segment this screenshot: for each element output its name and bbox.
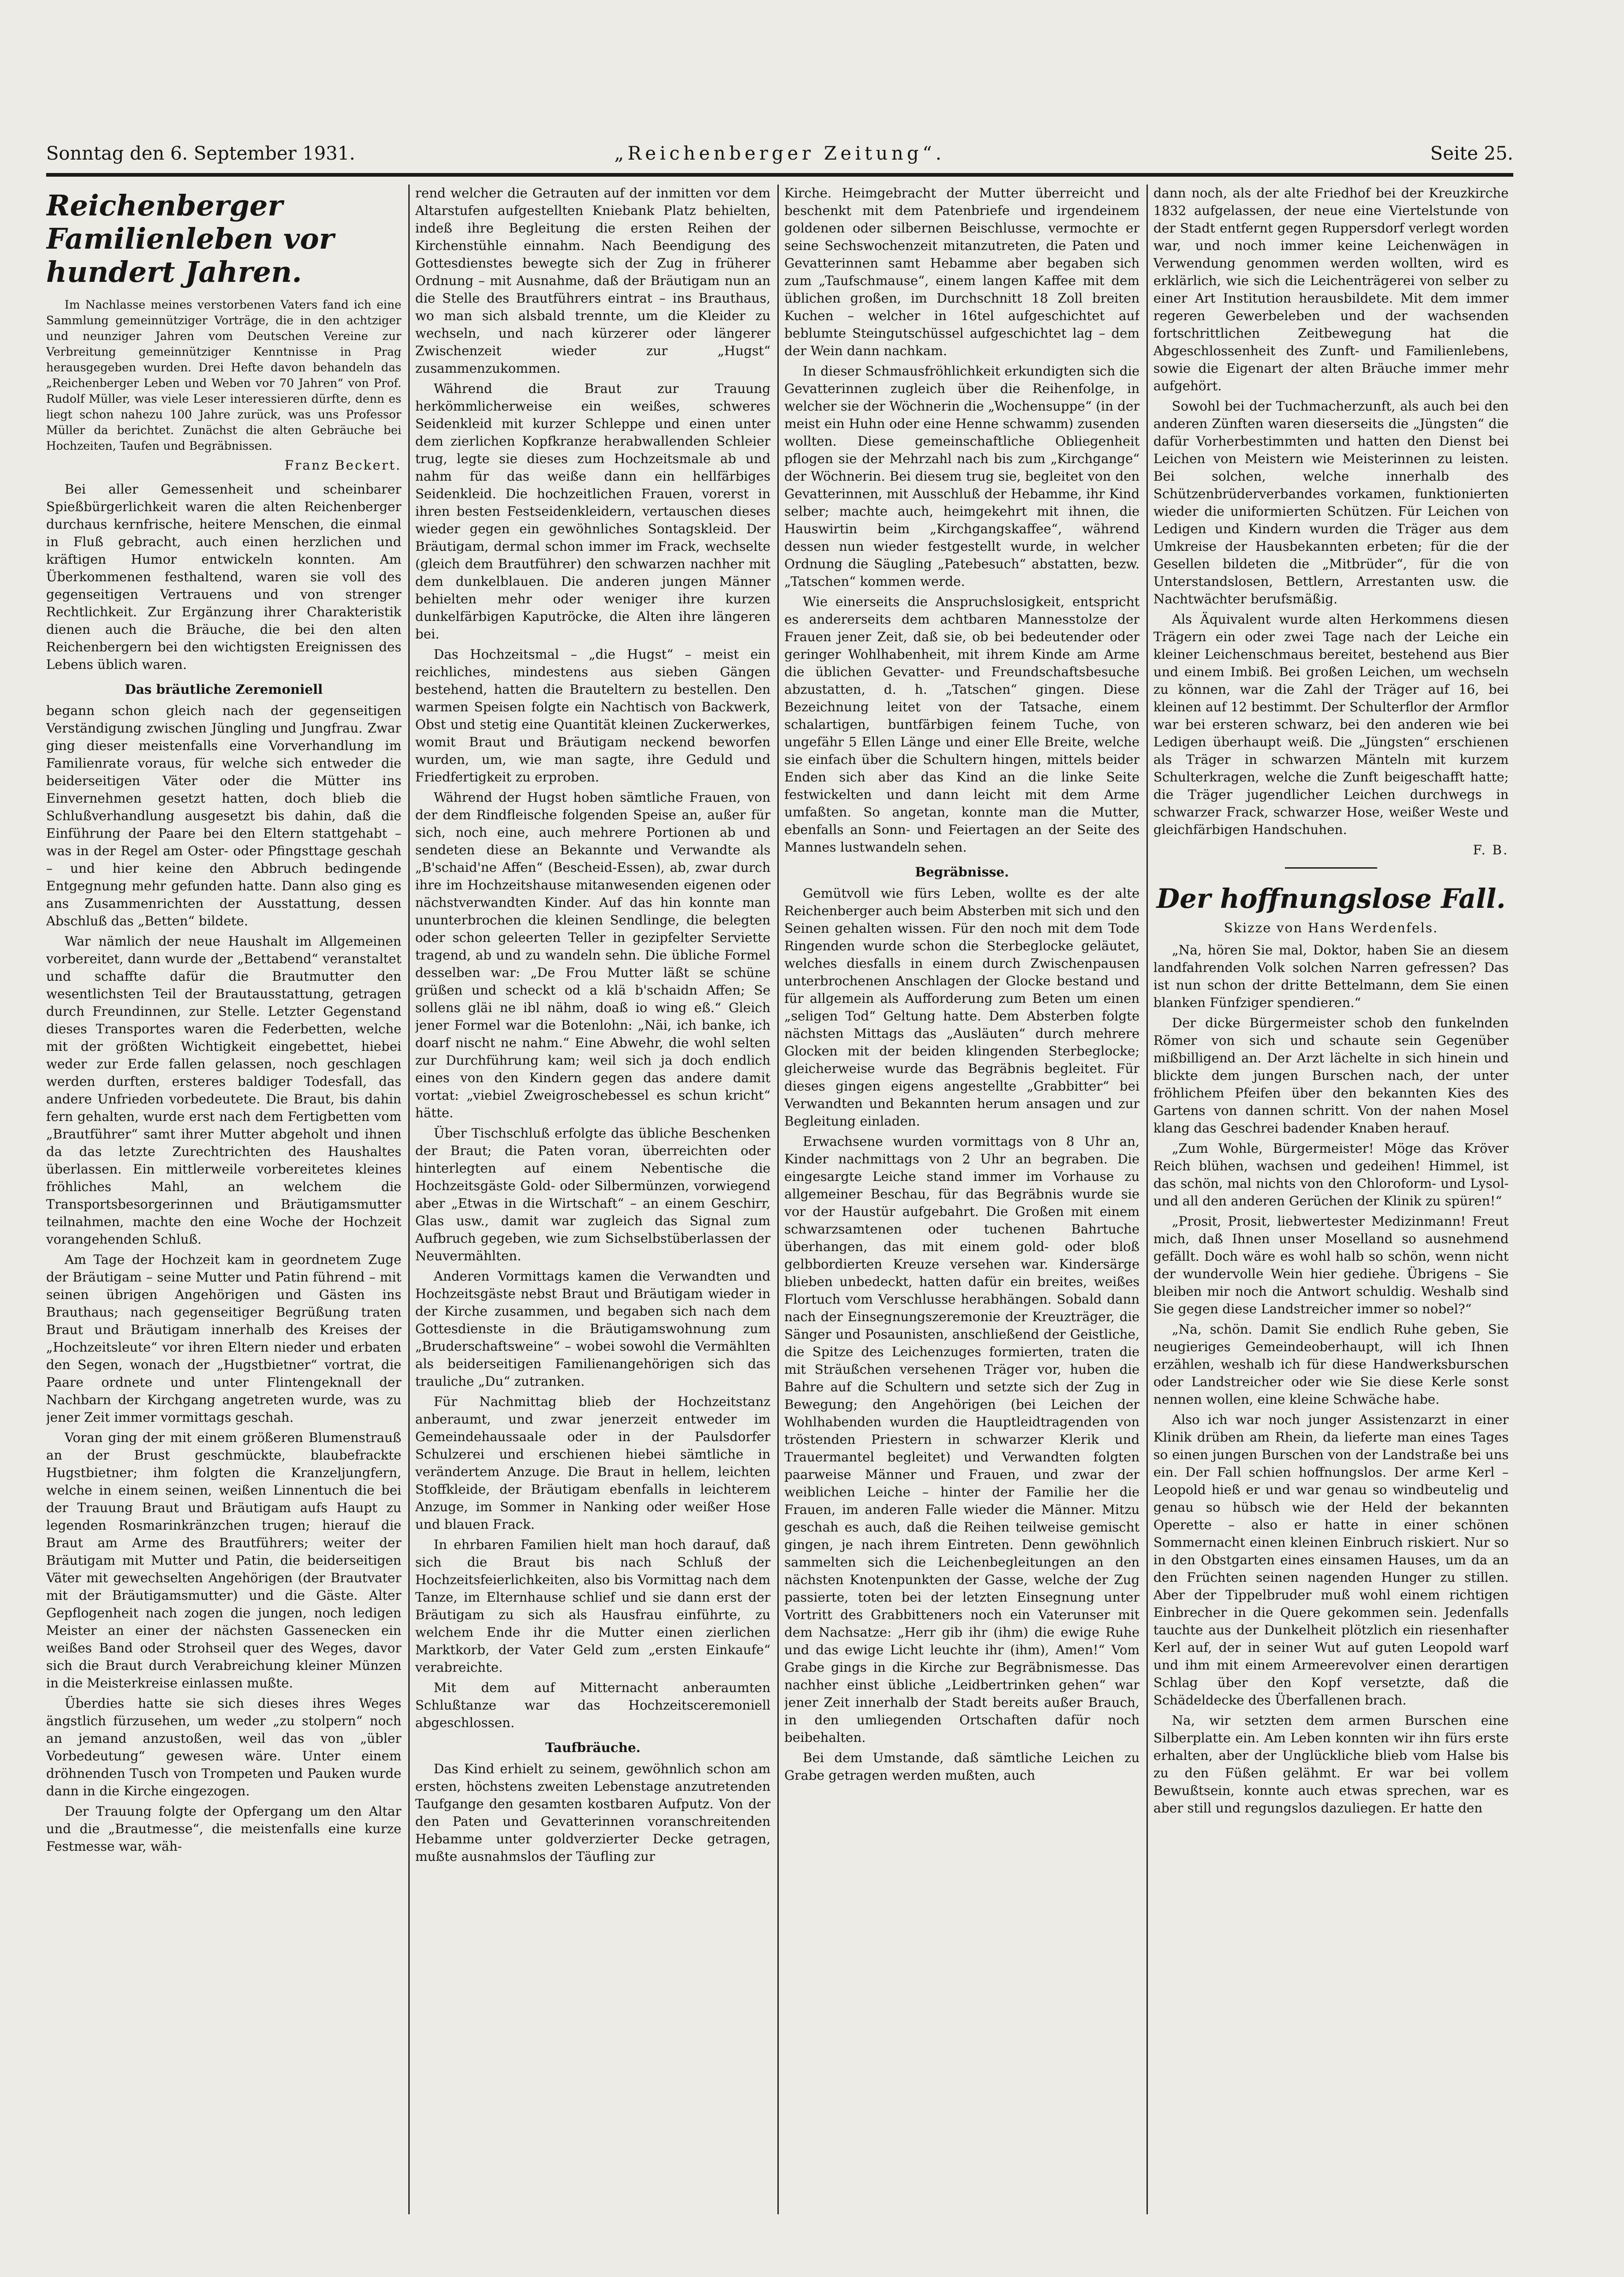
paragraph: Während der Hugst hoben sämtliche Frauen, von der dem Rindfleische folgenden Speise an, außer für sich, noch eine, auch mehrere Portionen ab und sendeten diese an Bekannte und Verwandte als „B'schaid'ne Affen“ (Bescheid-Essen), ab, zwar durch ihre im Hochzeitshause mitanwesenden eigenen oder nächstverwandten Kinder. Auf das hin konnte man ununterbrochen die kleinen Sendlinge, die belegten oder schon geleerten Teller in gezipfelter Serviette tragend, ab und zu wandeln sehn. Die übliche Formel desselben war: „De Frou Mutter läßt se schüne grüßen und scheckt od a klä b'schaidn Affen; Se sollens gläi ne ibl nähm, doaß io wing eß.“ Gleich jener Formel war die Botenlohn: „Näi, ich banke, ich doarf nischt ne nahm.“ Eine Abwehr, die wohl selten zur Durchführung kam; weil sich ja doch endlich eines von den Kindern gegen das andere damit vortat: „viebiel Zweigroschebessel es schun kricht“ hätte. <box>415 790 770 1121</box>
newspaper-page <box>46 106 1513 2228</box>
story-byline: Skizze von Hans Werdenfels. <box>1224 920 1439 936</box>
paragraph: Überdies hatte sie sich dieses ihres Weges ängstlich fürzusehen, um weder „zu stolpern“ noch an jemand anzustoßen, weil das von „übler Vorbedeutung“ gewesen wäre. Unter einem dröhnenden Tusch von Trompeten und Pauken wurde dann in die Kirche eingezogen. <box>46 1696 401 1799</box>
paragraph: In ehrbaren Familien hielt man hoch darauf, daß sich die Braut bis nach Schluß der Hochzeitsfeierlichkeiten, also bis Vormittag nach dem Tanze, im Elternhause schlief und sie dann erst der Bräutigam zu sich als Hausfrau einführte, zu welchem Ende ihr die Mutter einen zierlichen Marktkorb, der Vater Geld zum „ersten Einkaufe“ verabreichte. <box>415 1537 770 1675</box>
paragraph: „Zum Wohle, Bürgermeister! Möge das Kröver Reich blühen, wachsen und gedeihen! Himmel, ist das schön, mal nichts von den Chloroform- und Lysol-und all den anderen Gerüchen der Klinik zu spüren!“ <box>1153 1141 1509 1209</box>
paragraph: Anderen Vormittags kamen die Verwandten und Hochzeitsgäste nebst Braut und Bräutigam wieder in der Kirche zusammen, und begaben sich nach dem Gottesdienste in die Bräutigamswohnung zum „Bruderschaftsweine“ – wobei sowohl die Vermählten als beiderseitigen Familienangehörigen sich das trauliche „Du“ zutranken. <box>415 1269 770 1389</box>
paragraph: Voran ging der mit einem größeren Blumenstrauß an der Brust geschmückte, blaubefrackte Hugstbietner; ihm folgten die Kranzeljungfern, welche in einem seinen, weißen Linnentuch die bei der Trauung Braut und Bräutigam aufs Haupt zu legenden Rosmarinkränzchen trugen; hierauf die Braut am Arme des Brautführers; weiter der Bräutigam mit Mutter und Patin, die beiderseitigen Väter mit gewechselten Angehörigen (der Brautvater mit der Bräutigamsmutter) und die Gäste. Alter Gepflogenheit nach zogen die jungen, noch ledigen Meister an einer der nächsten Gassenecken ein weißes Band oder Strohseil quer des Weges, davor sich die Braut durch Verabreichung kleiner Münzen in die Meisterkreise einlassen mußte. <box>46 1430 401 1691</box>
paragraph: Als Äquivalent wurde alten Herkommens diesen Trägern ein oder zwei Tage nach der Leiche ein kleiner Leichenschmaus bereitet, bestehend aus Bier und einem Imbiß. Bei großen Leichen, um wechseln zu können, war die Zahl der Träger auf 16, bei kleinen auf 12 bestimmt. Der Schulterflor der Armflor war bei ersteren schwarz, bei den anderen wie bei Ledigen überhaupt weiß. Die „Jüngsten“ erschienen als Träger in schwarzen Mänteln mit kurzem Schulterkragen, welche die Zunft beigeschafft hatte; die Träger jugendlicher Leichen durchwegs in schwarzer Frack, schwarzer Hose, weißer Weste und gleichfärbigen Handschuhen. <box>1153 612 1509 837</box>
page-header <box>46 143 1513 175</box>
paragraph: Das Hochzeitsmal – „die Hugst“ – meist ein reichliches, mindestens aus sieben Gängen bestehend, hatten die Brauteltern zu bestellen. Den warmen Speisen folgte ein Nachtisch von Backwerk, Obst und stetig eine Quantität kleinen Zuckerwerkes, womit Braut und Bräutigam neckend beworfen wurden, um, wie man sagte, ihre Geduld und Friedfertigkeit zu erproben. <box>415 647 770 785</box>
section-heading: Das bräutliche Zeremoniell <box>125 682 323 697</box>
article-intro: Im Nachlasse meines verstorbenen Vaters fand ich eine Sammlung gemeinnütziger Vorträge, die in den achtziger und neunziger Jahren vom Deutschen Vereine zur Verbreitung gemeinnütziger Kenntnisse in Prag herausgegeben wurden. Drei Hefte davon behandeln das „Reichenberger Leben und Weben vor 70 Jahren“ von Prof. Rudolf Müller, was viele Leser interessieren dürfte, denn es liegt schon nahezu 100 Jahre zurück, was uns Professor Müller da berichtet. Zunächst die alten Gebräuche bei Hochzeiten, Taufen und Begräbnissen. <box>46 298 401 453</box>
paragraph: Erwachsene wurden vormittags von 8 Uhr an, Kinder nachmittags von 2 Uhr an begraben. Die eingesargte Leiche stand immer im Vorhause zu allgemeiner Beschau, für das Begräbnis wurde sie vor der Haustür aufgebahrt. Die Großen mit einem schwarzsamtenen oder tuchenen Bahrtuche überhangen, das mit einem gold- oder bloß gelbbordierten Kreuze versehen war. Kindersärge blieben unbedeckt, hatten dafür ein breites, weißes Flortuch vom Verschlusse herabhängen. Sobald dann nach der Einsegnungszeremonie der Kreuzträger, die Sänger und Posaunisten, anschließend der Geistliche, die Spitze des Leichenzuges formierten, traten die mit Sträußchen versehenen Träger vor, huben die Bahre auf die Schultern und setzte sich der Zug in Bewegung; den Angehörigen (bei Leichen der Wohlhabenden wurden die Hauptleidtragenden von tröstenden Priestern in schwarzer Klerik und Trauermantel begleitet) und Verwandten folgten paarweise Männer und Frauen, und zwar der weiblichen Leiche – hinter der Familie her die Frauen, im anderen Falle wieder die Männer. Mitzu geschah es auch, daß die Reihen teilweise gemischt gingen, je nach ihrem Eintreten. Denn gewöhnlich sammelten sich die Leichenbegleitungen an den nächsten Knotenpunkten der Gasse, welche der Zug passierte, toten bei der letzten Einsegnung unter Vortritt des Grabbitteners noch ein Vaterunser mit dem Nachsatze: „Herr gib ihr (ihm) die ewige Ruhe und das ewige Licht leuchte ihr (ihm), Amen!“ Vom Grabe gings in die Kirche zur Begräbnismesse. Das nachher einst übliche „Leidbertrinken gehen“ war jener Zeit innerhalb der Stadt bereits außer Brauch, in den umliegenden Ortschaften dafür noch beibehalten. <box>784 1134 1140 1745</box>
paragraph: Mit dem auf Mitternacht anberaumten Schlußtanze war das Hochzeitsceremoniell abgeschlossen. <box>415 1680 770 1730</box>
column-3 <box>784 185 1140 2214</box>
header-rule <box>46 173 1513 177</box>
paragraph: Kirche. Heimgebracht der Mutter überreicht und beschenkt mit dem Patenbriefe und irgendeinem goldenen oder silbernen Beischlusse, vermochte er seine Sechswochenzeit mitanzutreten, die Paten und Gevatterinnen samt Hebamme aber begaben sich zum „Taufschmause“, einem langen Kaffee mit dem üblichen großen, im Durchschnitt 18 Zoll breiten Kuchen – welcher in 16tel aufgeschichtet auf beblumte Steingutschüssel aufgeschichtet lag – dem der Wein dann nachkam. <box>784 185 1140 358</box>
paragraph: Na, wir setzten dem armen Burschen eine Silberplatte ein. Am Leben konnten wir ihn fürs erste erhalten, aber der Unglückliche blieb vom Halse bis zu den Füßen gelähmt. Er war bei vollem Bewußtsein, konnte auch etwas sprechen, war es aber still und regungslos dazuliegen. Er hatte den <box>1153 1713 1509 1816</box>
column-1 <box>46 185 401 2214</box>
paragraph: War nämlich der neue Haushalt im Allgemeinen vorbereitet, dann wurde der „Bettabend“ veranstaltet und schaffte dafür die Brautmutter den wesentlichsten Teil der Brautausstattung, getragen durch Freundinnen, zur Stelle. Letzter Gegenstand dieses Transportes waren die Federbetten, welche mit der größten Wichtigkeit eingebettet, hiebei weder zur Erde fallen gelassen, noch geschlagen werden durften, ersteres baldiger Todesfall, das andere Unfrieden vorbedeutete. Die Braut, bis dahin fern gehalten, wurde erst nach dem Fertigbetten vom „Brautführer“ samt ihrer Mutter abgeholt und ihnen da das letzte Zurechtrichten des Haushaltes überlassen. Ein mittlerweile vorbereitetes kleines fröhliches Mahl, an welchem die Transportsbesorgerinnen und Bräutigamsmutter teilnahmen, machte den eine Woche der Hochzeit vorangehenden Schluß. <box>46 934 401 1247</box>
paragraph: „Na, hören Sie mal, Doktor, haben Sie an diesem landfahrenden Volk solchen Narren gefressen? Das ist nun schon der dritte Bettelmann, dem Sie einen blanken Fünfziger spendieren.“ <box>1153 942 1509 1010</box>
paragraph: Der Trauung folgte der Opfergang um den Altar und die „Brautmesse“, die meistenfalls eine kurze Festmesse war, wäh- <box>46 1804 401 1854</box>
paragraph: rend welcher die Getrauten auf der inmitten vor dem Altarstufen aufgestellten Kniebank Platz behielten, indeß ihre Begleitung die ersten Reihen der Kirchenstühle einnahm. Nach Beendigung des Gottesdienstes bewegte sich der Zug in früherer Ordnung – mit Ausnahme, daß der Bräutigam nun an die Stelle des Brautführers eintrat – ins Brauthaus, wo man sich alsbald trennte, um die Kleider zu wechseln, und nach kürzerer oder längerer Zwischenzeit wieder zur „Hugst“ zusammenzukommen. <box>415 185 770 376</box>
column-2 <box>415 185 770 2214</box>
paragraph: „Prosit, Prosit, liebwertester Medizinmann! Freut mich, daß Ihnen unser Moselland so ausnehmend gefällt. Doch wäre es wohl halb so schön, wenn nicht der wundervolle Wein hier gediehe. Übrigens – Sie bleiben mir noch die Antwort schuldig. Weshalb sind Sie gegen diese Landstreicher immer so nobel?“ <box>1153 1214 1509 1317</box>
column-separator <box>777 185 779 2214</box>
article-divider <box>1285 867 1377 869</box>
paragraph: Gemütvoll wie fürs Leben, wollte es der alte Reichenberger auch beim Absterben mit sich und den Seinen gehalten wissen. Für den noch mit dem Tode Ringenden wurde schon die Sterbeglocke geläutet, welches diesfalls in einem durch Zwischenpausen unterbrochenen Anschlagen der Glocke bestand und für allgemein als Aufforderung zum Beten um einen „seligen Tod“ Geltung hatte. Dem Absterben folgte nächsten Mittags das „Ausläuten“ durch mehrere Glocken mit der beiden klingenden Sterbeglocke; gleicherweise wurde das Begräbnis begleitet. Für dieses gingen eigens angestellte „Grabbitter“ bei Verwandten und Bekannten herum ansagen und zur Begleitung einladen. <box>784 886 1140 1129</box>
paragraph: Der dicke Bürgermeister schob den funkelnden Römer von sich und schaute sein Gegenüber mißbilligend an. Der Arzt lächelte in sich hinein und blickte dem jungen Burschen nach, der unter fröhlichem Pfeifen über den bekannten Kies des Gartens von dannen schritt. Von der nahen Mosel klang das Geschrei badender Knaben herauf. <box>1153 1015 1509 1136</box>
paragraph: Über Tischschluß erfolgte das übliche Beschenken der Braut; die Paten voran, überreichten oder hinterlegten auf einem Nebentische die Hochzeitsgäste Gold- oder Silbermünzen, vorwiegend aber „Etwas in die Wirtschaft“ – an einem Geschirr, Glas usw., damit war zugleich das Signal zum Aufbruch gegeben, wie zum Sichselbstüberlassen der Neuvermählten. <box>415 1126 770 1264</box>
paragraph: In dieser Schmausfröhlichkeit erkundigten sich die Gevatterinnen zugleich über die Reihenfolge, in welcher sie der Wöchnerin die „Wochensuppe“ (in der meist ein Huhn oder eine Henne schwamm) zusenden wollten. Diese gemeinschaftliche Obliegenheit pflogen sie der Mehrzahl nach bis zum „Kirchgange“ der Wöchnerin. Bei diesem trug sie, begleitet von den Gevatterinnen, mit Ausschluß der Hebamme, ihr Kind selber; machte auch, heimgekehrt mit ihnen, die Hauswirtin beim „Kirchgangskaffee“, während dessen nun wieder festgestellt wurde, in welcher Ordnung die Säugling „Patebesuch“ abstatten, bezw. „Tatschen“ kommen werde. <box>784 364 1140 589</box>
paragraph: dann noch, als der alte Friedhof bei der Kreuzkirche 1832 aufgelassen, der neue eine Viertelstunde von der Stadt entfernt gegen Ruppersdorf verlegt worden war, und noch immer keine Leichenwägen in Verwendung genommen werden wollten, wird es erklärlich, wie sich die Leichenträgerei von selber zu einer Art Institution herausbildete. Mit dem immer regeren Gewerbeleben und der wachsenden fortschrittlichen Zeitbewegung hat die Abgeschlossenheit des Zunft- und Familienlebens, sowie die Eigenart der alten Bräuche immer mehr aufgehört. <box>1153 185 1509 393</box>
column-4 <box>1153 185 1509 2214</box>
header-paper-name: „Reichenberger Zeitung“. <box>614 143 945 164</box>
paragraph: Bei dem Umstande, daß sämtliche Leichen zu Grabe getragen werden mußten, auch <box>784 1750 1140 1783</box>
paragraph: Wie einerseits die Anspruchslosigkeit, entspricht es andererseits dem achtbaren Mannesstolze der Frauen jener Zeit, daß sie, ob bei bedeutender oder geringer Wohlhabenheit, mit ihrem Kinde am Arme die üblichen Gevatter- und Freundschaftsbesuche abzustatten, d. h. „Tatschen“ gingen. Diese Bezeichnung leitet von der Tatsache, einem schalartigen, buntfärbigen feinem Tuche, von ungefähr 5 Ellen Länge und einer Elle Breite, welche sie einfach über die Schultern hingen, mittels beider Enden sich aber das Kind an die linke Seite festwickelten und dann leicht mit dem Arme umfaßten. So angetan, konnte man die Mutter, ebenfalls an Sonn- und Feiertagen an der Seite des Mannes lustwandeln sehen. <box>784 594 1140 855</box>
article-intro-signature: Franz Beckert. <box>284 458 401 473</box>
paragraph: Für Nachmittag blieb der Hochzeitstanz anberaumt, und zwar jenerzeit entweder im Gemeindehaussaale oder in der Paulsdorfer Schulzerei und erschienen hiebei sämtliche in verändertem Anzuge. Die Braut in hellem, leichten Stoffkleide, der Bräutigam ebenfalls in leichterem Anzuge, im Sommer in Nanking oder weißer Hose und blauen Frack. <box>415 1394 770 1532</box>
columns <box>46 185 1513 2214</box>
section-heading: Taufbräuche. <box>545 1740 641 1755</box>
paragraph: Also ich war noch junger Assistenzarzt in einer Klinik drüben am Rhein, da lieferte man eines Tages so einen jungen Burschen von der Landstraße bei uns ein. Der Fall schien hoffnungslos. Der arme Kerl – Leopold hieß er und war genau so windbeutelig und genau so hübsch wie der Held der bekannten Operette – also er hatte in einer schönen Sommernacht einen kleinen Einbruch riskiert. Nur so in den Obstgarten eines einsamen Hauses, um da an den Früchten seinen nagenden Hunger zu stillen. Aber der Tippelbruder muß wohl einem richtigen Einbrecher in die Quere gekommen sein. Jedenfalls tauchte aus der Dunkelheit plötzlich ein riesenhafter Kerl auf, der in seiner Wut auf guten Leopold warf und ihm mit einem Armeerevolver einen derartigen Schlag über den Kopf versetzte, daß die Schädeldecke des Überfallenen brach. <box>1153 1412 1509 1708</box>
column-separator <box>1146 185 1148 2214</box>
article-signature: F. B. <box>1473 842 1509 858</box>
paragraph: Sowohl bei der Tuchmacherzunft, als auch bei den anderen Zünften waren dieserseits die „Jüngsten“ die dafür Vorherbestimmten und hatten den Dienst bei Leichen von Meistern wie Meisterinnen zu leisten. Bei solchen, welche innerhalb des Schützenbrüderverbandes vorkamen, funktionierten wieder die uniformierten Schützen. Für Leichen von Ledigen und Kindern wurden die Träger aus dem Umkreise der Hausbekannten erbeten; für die der Gesellen bildeten die „Mitbrüder“, für die von Unterstandslosen, Bettlern, Arrestanten usw. die Nachtwächter berufsmäßig. <box>1153 399 1509 607</box>
header-page-number: Seite 25. <box>1430 143 1513 164</box>
section-heading: Begräbnisse. <box>915 864 1009 880</box>
header-date: Sonntag den 6. September 1931. <box>46 143 355 164</box>
column-separator <box>408 185 410 2214</box>
paragraph: Das Kind erhielt zu seinem, gewöhnlich schon am ersten, höchstens zweiten Lebenstage anzutretenden Taufgange den gesamten kostbaren Aufputz. Von der den Paten und Gevatterinnen voranschreitenden Hebamme unter goldverzierter Decke getragen, mußte ausnahmslos der Täufling zur <box>415 1761 770 1864</box>
paragraph: Bei aller Gemessenheit und scheinbarer Spießbürgerlichkeit waren die alten Reichenberger durchaus kernfrische, heitere Menschen, die einmal in Fluß gebracht, auch einen herzlichen und kräftigen Humor entwickeln konnten. Am Überkommenen festhaltend, waren sie voll des gegenseitigen Vertrauens und von strenger Rechtlichkeit. Zur Ergänzung ihrer Charakteristik dienen auch die Bräuche, die bei den alten Reichenbergern bei den wichtigsten Ereignissen des Lebens üblich waren. <box>46 482 401 672</box>
paragraph: Während die Braut zur Trauung herkömmlicherweise ein weißes, schweres Seidenkleid mit kurzer Schleppe und einen unter dem zierlichen Kopfkranze herabwallenden Schleier trug, legte sie dieses zum Hochzeitsmale ab und nahm für das weiße dann ein hellfärbiges Seidenkleid. Die hochzeitlichen Frauen, vorerst in ihren besten Festseidenkleidern, vertauschen dieses wieder gegen ein gewöhnliches Sontagskleid. Der Bräutigam, dermal schon immer im Frack, wechselte (gleich dem Brautführer) den schwarzen nachher mit dem dunkelblauen. Die anderen jungen Männer behielten mehr oder weniger ihre kurzen dunkelfärbigen Kaputröcke, die Alten ihre längeren bei. <box>415 381 770 642</box>
story-title: Der hoffnungslose Fall. <box>1156 883 1506 914</box>
paragraph: Am Tage der Hochzeit kam in geordnetem Zuge der Bräutigam – seine Mutter und Patin führend – mit seinen übrigen Angehörigen und Gästen ins Brauthaus; nach gegenseitiger Begrüßung traten Braut und Bräutigam innerhalb des Kreises der „Hochzeitsleute“ vor ihren Eltern nieder und erbaten den Segen, wonach der „Hugstbietner“ vortrat, die Paare ordnete und unter Flintengeknall der Nachbarn der Kirchgang angetreten wurde, was zu jener Zeit immer vormittags geschah. <box>46 1252 401 1425</box>
article-title: Reichenberger Familienleben vor hundert Jahren. <box>46 189 334 289</box>
paragraph: „Na, schön. Damit Sie endlich Ruhe geben, Sie neugieriges Gemeindeoberhaupt, will ich Ihnen erzählen, weshalb ich für diese Handwerksburschen oder Landstreicher oder wie Sie diese Kerle sonst nennen wollen, eine kleine Schwäche habe. <box>1153 1322 1509 1407</box>
paragraph: begann schon gleich nach der gegenseitigen Verständigung zwischen Jüngling und Jungfrau. Zwar ging dieser meistenfalls eine Vorverhandlung im Familienrate voraus, für welche sich entweder die beiderseitigen Väter oder die Mütter ins Einvernehmen gesetzt hatten, doch blieb die Schlußverhandlung ausgesetzt bis dahin, daß die Einführung der Paare bei den Eltern stattgehabt – was in der Regel am Oster- oder Pfingsttage geschah – und hier keine den Abbruch bedingende Entgegnung mehr gefunden hatte. Dann also ging es ans Zusammenrichten der Ausstattung, dessen Abschluß das „Betten“ bildete. <box>46 703 401 929</box>
